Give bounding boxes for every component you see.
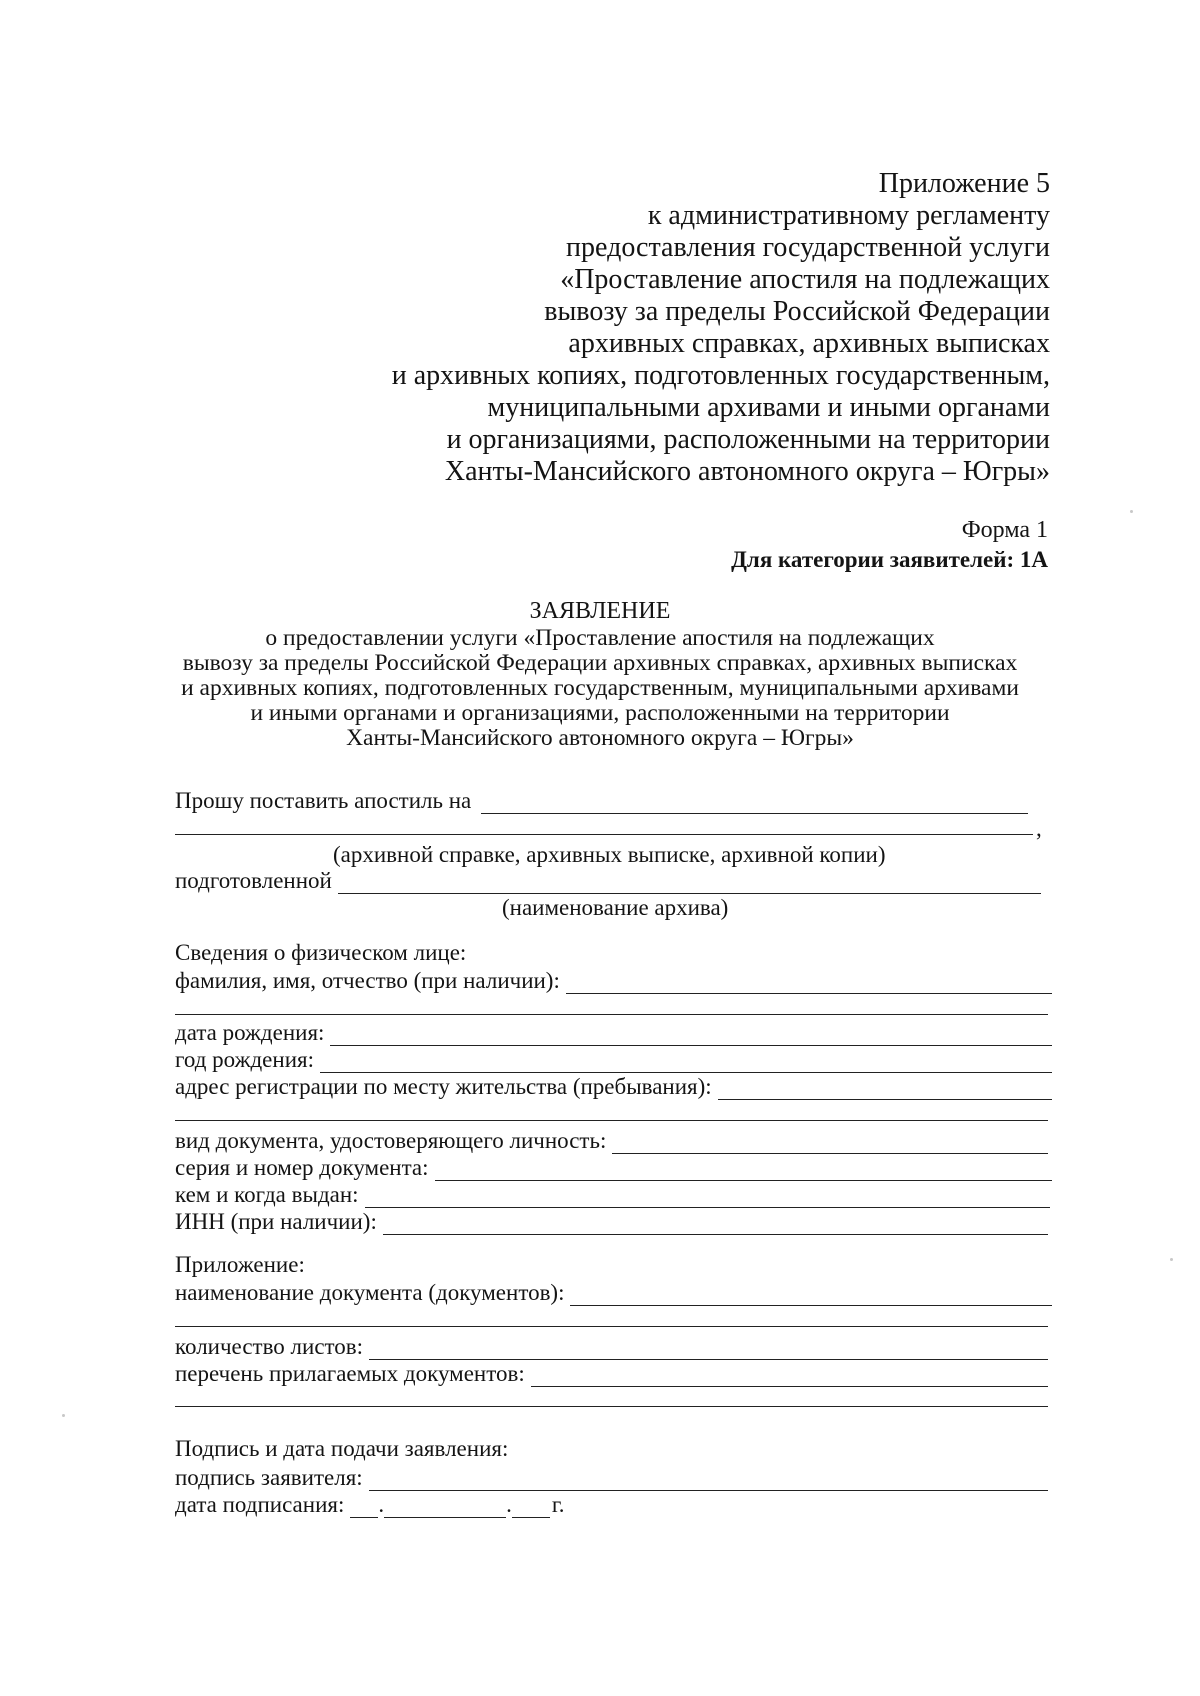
signature-section-title: Подпись и дата подачи заявления: bbox=[175, 1436, 509, 1461]
attachment-list-row bbox=[175, 1361, 1048, 1387]
signature-row bbox=[175, 1465, 1048, 1491]
date-separator: . bbox=[506, 1492, 512, 1517]
header-line: «Проставление апостиля на подлежащих bbox=[560, 264, 1050, 295]
prepared-label: подготовленной bbox=[175, 868, 332, 893]
address-field[interactable] bbox=[718, 1079, 1052, 1100]
address-row bbox=[175, 1074, 1052, 1100]
issued-by-field[interactable] bbox=[365, 1187, 1050, 1208]
header-line: предоставления государственной услуги bbox=[566, 232, 1050, 263]
id-number-field[interactable] bbox=[435, 1160, 1052, 1181]
attachment-name-field-cont[interactable] bbox=[175, 1326, 1048, 1327]
scan-speck bbox=[1130, 510, 1133, 513]
apostille-document-field[interactable] bbox=[481, 793, 1028, 814]
birth-year-field[interactable] bbox=[320, 1052, 1052, 1073]
archive-caption: (наименование архива) bbox=[502, 895, 729, 920]
attachment-list-label: перечень прилагаемых документов: bbox=[175, 1361, 525, 1386]
year-suffix: г. bbox=[551, 1492, 565, 1517]
sheets-field[interactable] bbox=[369, 1339, 1048, 1360]
header-line: и организациями, расположенными на территории bbox=[446, 424, 1050, 455]
header-line: Приложение 5 bbox=[878, 168, 1050, 199]
sign-day-field[interactable] bbox=[350, 1497, 378, 1518]
full-name-field[interactable] bbox=[566, 973, 1052, 994]
full-name-field-cont[interactable] bbox=[175, 1014, 1048, 1015]
title-line: и архивных копиях, подготовленных государственным, муниципальными архивами bbox=[181, 675, 1019, 701]
appendix-header bbox=[290, 168, 1050, 488]
birth-date-label: дата рождения: bbox=[175, 1020, 325, 1045]
birth-date-row bbox=[175, 1020, 1052, 1046]
id-type-label: вид документа, удостоверяющего личность: bbox=[175, 1128, 607, 1153]
sign-month-field[interactable] bbox=[384, 1497, 506, 1518]
prepared-row bbox=[175, 868, 1041, 894]
id-number-row bbox=[175, 1155, 1052, 1181]
birth-date-field[interactable] bbox=[330, 1025, 1052, 1046]
attachment-list-field-cont[interactable] bbox=[175, 1406, 1048, 1407]
id-number-label: серия и номер документа: bbox=[175, 1155, 429, 1180]
title-line: и иными органами и организациями, расположенными на территории bbox=[250, 700, 950, 726]
sign-date-row bbox=[175, 1492, 564, 1518]
signature-field[interactable] bbox=[369, 1470, 1048, 1491]
issued-by-row bbox=[175, 1182, 1050, 1208]
full-name-label: фамилия, имя, отчество (при наличии): bbox=[175, 968, 560, 993]
title-line: Ханты-Мансийского автономного округа – Югры» bbox=[346, 725, 854, 751]
id-type-row bbox=[175, 1128, 1048, 1154]
sign-date-label: дата подписания: bbox=[175, 1492, 345, 1517]
apostille-request-label: Прошу поставить апостиль на bbox=[175, 788, 472, 813]
attachment-name-label: наименование документа (документов): bbox=[175, 1280, 565, 1305]
attachments-section-title: Приложение: bbox=[175, 1252, 305, 1277]
applicant-category: Для категории заявителей: 1А bbox=[731, 547, 1048, 572]
inn-field[interactable] bbox=[383, 1214, 1048, 1235]
title-line: о предоставлении услуги «Проставление апостиля на подлежащих bbox=[265, 625, 935, 651]
title-line: вывозу за пределы Российской Федерации архивных справках, архивных выписках bbox=[182, 650, 1018, 676]
inn-label: ИНН (при наличии): bbox=[175, 1209, 377, 1234]
header-line: муниципальными архивами и иными органами bbox=[487, 392, 1050, 423]
inn-row bbox=[175, 1209, 1048, 1235]
apostille-request-row bbox=[175, 788, 1025, 814]
birth-year-row bbox=[175, 1047, 1052, 1073]
address-field-cont[interactable] bbox=[175, 1120, 1048, 1121]
comma: , bbox=[1036, 816, 1042, 841]
form-number: Форма 1 bbox=[961, 517, 1048, 543]
header-line: архивных справках, архивных выписках bbox=[568, 328, 1050, 359]
archive-name-field[interactable] bbox=[338, 873, 1041, 894]
scan-speck bbox=[1170, 1258, 1173, 1261]
scan-speck bbox=[62, 1414, 65, 1417]
header-line: Ханты-Мансийского автономного округа – Югры» bbox=[444, 456, 1050, 487]
attachment-list-field[interactable] bbox=[531, 1366, 1048, 1387]
date-separator: . bbox=[378, 1492, 385, 1517]
full-name-row bbox=[175, 968, 1052, 994]
sheets-row bbox=[175, 1334, 1048, 1360]
address-label: адрес регистрации по месту жительства (пребывания): bbox=[175, 1074, 712, 1099]
apostille-document-field-cont[interactable] bbox=[175, 834, 1033, 835]
header-line: и архивных копиях, подготовленных государственным, bbox=[391, 360, 1050, 391]
signature-label: подпись заявителя: bbox=[175, 1465, 363, 1490]
attachment-name-row bbox=[175, 1280, 1052, 1306]
id-type-field[interactable] bbox=[612, 1133, 1048, 1154]
sheets-label: количество листов: bbox=[175, 1334, 364, 1359]
document-title: ЗАЯВЛЕНИЕ bbox=[529, 598, 671, 624]
document-caption: (архивной справке, архивных выписке, архивной копии) bbox=[333, 842, 886, 867]
person-section-title: Сведения о физическом лице: bbox=[175, 940, 467, 965]
title-description bbox=[175, 626, 1025, 751]
header-line: к административному регламенту bbox=[647, 200, 1050, 231]
sign-year-field[interactable] bbox=[512, 1497, 550, 1518]
attachment-name-field[interactable] bbox=[570, 1285, 1052, 1306]
header-line: вывозу за пределы Российской Федерации bbox=[544, 296, 1050, 327]
birth-year-label: год рождения: bbox=[175, 1047, 314, 1072]
issued-by-label: кем и когда выдан: bbox=[175, 1182, 359, 1207]
